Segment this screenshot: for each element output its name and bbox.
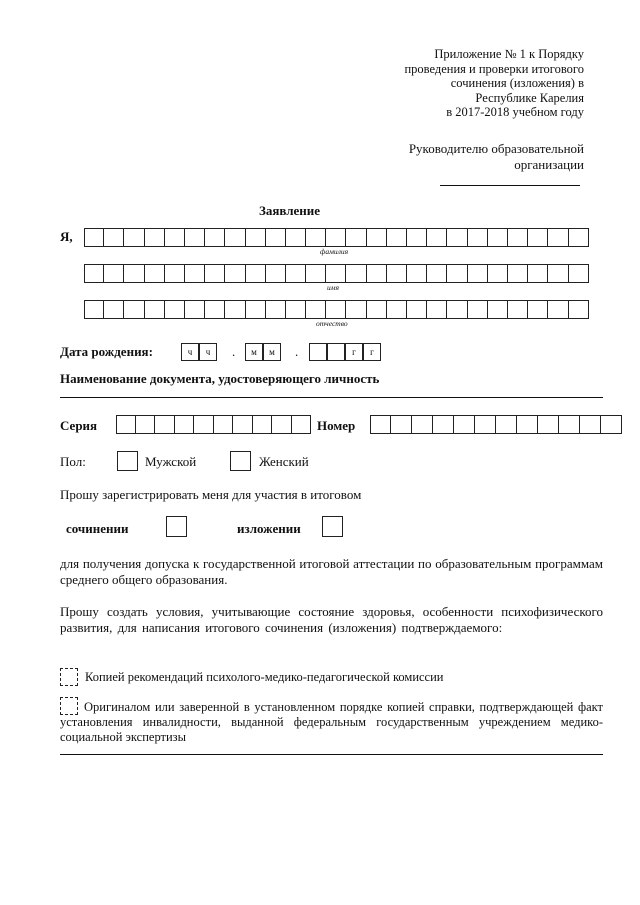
patronymic-letter-cell[interactable] xyxy=(266,300,286,319)
name-letter-cell[interactable] xyxy=(528,264,548,283)
patronymic-letter-cell[interactable] xyxy=(326,300,346,319)
surname-letter-cell[interactable] xyxy=(225,228,245,247)
series-label: Серия xyxy=(60,418,98,433)
birth-year-cell[interactable] xyxy=(327,343,345,361)
appendix-header xyxy=(404,47,584,120)
name-letter-cell[interactable] xyxy=(266,264,286,283)
surname-letter-cell[interactable] xyxy=(326,228,346,247)
surname-letter-cell[interactable] xyxy=(266,228,286,247)
surname-letter-cell[interactable] xyxy=(104,228,124,247)
name-letter-cell[interactable] xyxy=(165,264,185,283)
surname-letter-cell[interactable] xyxy=(145,228,165,247)
surname-letter-cell[interactable] xyxy=(367,228,387,247)
series-digit-cell[interactable] xyxy=(116,415,136,434)
patronymic-letter-cell[interactable] xyxy=(246,300,266,319)
patronymic-letter-cell[interactable] xyxy=(548,300,568,319)
patronymic-letter-cell[interactable] xyxy=(387,300,407,319)
name-letter-cell[interactable] xyxy=(569,264,589,283)
gender-female-label: Женский xyxy=(259,454,309,469)
surname-letter-cell[interactable] xyxy=(185,228,205,247)
number-digit-cell[interactable] xyxy=(454,415,475,434)
surname-letter-cell[interactable] xyxy=(205,228,225,247)
surname-letter-cell[interactable] xyxy=(84,228,104,247)
birth-month-cell[interactable]: м xyxy=(245,343,263,361)
birth-month-cell[interactable]: м xyxy=(263,343,281,361)
patronymic-letter-cell[interactable] xyxy=(145,300,165,319)
exposition-checkbox[interactable] xyxy=(322,516,343,537)
name-letter-cell[interactable] xyxy=(205,264,225,283)
birth-year-cell[interactable]: г xyxy=(363,343,381,361)
essay-checkbox[interactable] xyxy=(166,516,187,537)
surname-letter-cell[interactable] xyxy=(508,228,528,247)
gender-male-checkbox[interactable] xyxy=(117,451,138,471)
surname-letter-cell[interactable] xyxy=(528,228,548,247)
option2-label: Оригиналом или заверенной в установленном порядке копией справки, подтверждающей факт установления инвалидности, выданной федеральным государственным учреждением медико-социальной экспертизы xyxy=(60,700,603,744)
option2-underline xyxy=(60,754,603,755)
surname-letter-cell[interactable] xyxy=(165,228,185,247)
number-digit-cell[interactable] xyxy=(580,415,601,434)
surname-cells[interactable] xyxy=(84,228,589,247)
surname-letter-cell[interactable] xyxy=(286,228,306,247)
name-letter-cell[interactable] xyxy=(468,264,488,283)
surname-letter-cell[interactable] xyxy=(346,228,366,247)
patronymic-letter-cell[interactable] xyxy=(104,300,124,319)
number-digit-cell[interactable] xyxy=(559,415,580,434)
number-label: Номер xyxy=(317,418,356,433)
surname-letter-cell[interactable] xyxy=(427,228,447,247)
name-letter-cell[interactable] xyxy=(548,264,568,283)
surname-letter-cell[interactable] xyxy=(468,228,488,247)
name-caption: имя xyxy=(327,283,340,292)
patronymic-letter-cell[interactable] xyxy=(185,300,205,319)
patronymic-letter-cell[interactable] xyxy=(569,300,589,319)
number-digit-cell[interactable] xyxy=(391,415,412,434)
name-letter-cell[interactable] xyxy=(346,264,366,283)
patronymic-letter-cell[interactable] xyxy=(468,300,488,319)
patronymic-letter-cell[interactable] xyxy=(205,300,225,319)
patronymic-letter-cell[interactable] xyxy=(367,300,387,319)
birth-day-cell[interactable]: ч xyxy=(181,343,199,361)
gender-label: Пол: xyxy=(60,454,86,469)
birth-year-cell[interactable]: г xyxy=(345,343,363,361)
number-digit-cell[interactable] xyxy=(370,415,391,434)
patronymic-letter-cell[interactable] xyxy=(165,300,185,319)
name-letter-cell[interactable] xyxy=(124,264,144,283)
header-line: в 2017-2018 учебном году xyxy=(446,105,584,119)
number-digit-cell[interactable] xyxy=(496,415,517,434)
identity-document-line[interactable] xyxy=(60,397,603,398)
gender-female-checkbox[interactable] xyxy=(230,451,251,471)
series-digit-cell[interactable] xyxy=(155,415,175,434)
surname-letter-cell[interactable] xyxy=(246,228,266,247)
header-line: сочинения (изложения) в xyxy=(450,76,584,90)
name-letter-cell[interactable] xyxy=(407,264,427,283)
date-separator: . xyxy=(232,344,236,359)
number-cells[interactable] xyxy=(370,415,622,434)
series-digit-cell[interactable] xyxy=(136,415,156,434)
option1-checkbox[interactable] xyxy=(60,668,78,686)
patronymic-letter-cell[interactable] xyxy=(488,300,508,319)
header-line: Приложение № 1 к Порядку xyxy=(434,47,584,61)
patronymic-letter-cell[interactable] xyxy=(427,300,447,319)
number-digit-cell[interactable] xyxy=(517,415,538,434)
number-digit-cell[interactable] xyxy=(601,415,622,434)
series-digit-cell[interactable] xyxy=(292,415,312,434)
name-letter-cell[interactable] xyxy=(306,264,326,283)
series-cells[interactable] xyxy=(116,415,311,434)
name-letter-cell[interactable] xyxy=(185,264,205,283)
header-line: Республике Карелия xyxy=(475,90,584,105)
series-digit-cell[interactable] xyxy=(194,415,214,434)
patronymic-letter-cell[interactable] xyxy=(124,300,144,319)
patronymic-letter-cell[interactable] xyxy=(306,300,326,319)
birth-day-cell[interactable]: ч xyxy=(199,343,217,361)
name-letter-cell[interactable] xyxy=(447,264,467,283)
surname-letter-cell[interactable] xyxy=(124,228,144,247)
conditions-paragraph: Прошу создать условия, учитывающие состояние здоровья, особенности психофизического развития, для написания итогового сочинения (изложения) подтверждаемого: xyxy=(60,604,603,635)
patronymic-letter-cell[interactable] xyxy=(286,300,306,319)
birth-year-cell[interactable] xyxy=(309,343,327,361)
name-letter-cell[interactable] xyxy=(367,264,387,283)
surname-caption: фамилия xyxy=(320,247,349,256)
register-text: Прошу зарегистрировать меня для участия в итоговом xyxy=(60,487,362,502)
surname-letter-cell[interactable] xyxy=(548,228,568,247)
surname-letter-cell[interactable] xyxy=(447,228,467,247)
patronymic-caption: отчество xyxy=(316,319,348,328)
name-letter-cell[interactable] xyxy=(225,264,245,283)
name-letter-cell[interactable] xyxy=(145,264,165,283)
surname-letter-cell[interactable] xyxy=(569,228,589,247)
admission-paragraph: для получения допуска к государственной итоговой аттестации по образовательным программам среднего общего образования. xyxy=(60,556,603,587)
number-digit-cell[interactable] xyxy=(412,415,433,434)
essay-label: сочинении xyxy=(66,521,129,536)
name-letter-cell[interactable] xyxy=(427,264,447,283)
patronymic-letter-cell[interactable] xyxy=(528,300,548,319)
patronymic-letter-cell[interactable] xyxy=(84,300,104,319)
patronymic-cells[interactable] xyxy=(84,300,589,319)
name-letter-cell[interactable] xyxy=(387,264,407,283)
gender-male-label: Мужской xyxy=(145,454,197,469)
series-digit-cell[interactable] xyxy=(272,415,292,434)
exposition-label: изложении xyxy=(237,521,301,536)
birth-date-label: Дата рождения: xyxy=(60,344,153,359)
patronymic-letter-cell[interactable] xyxy=(447,300,467,319)
patronymic-letter-cell[interactable] xyxy=(225,300,245,319)
addressee-signature-line[interactable] xyxy=(440,185,580,186)
option1-label: Копией рекомендаций психолого-медико-педагогической комиссии xyxy=(85,670,444,684)
name-letter-cell[interactable] xyxy=(84,264,104,283)
series-digit-cell[interactable] xyxy=(253,415,273,434)
name-letter-cell[interactable] xyxy=(246,264,266,283)
name-letter-cell[interactable] xyxy=(286,264,306,283)
header-line: проведения и проверки итогового xyxy=(404,61,584,76)
series-digit-cell[interactable] xyxy=(233,415,253,434)
surname-letter-cell[interactable] xyxy=(407,228,427,247)
addressee-line: Руководителю образовательной xyxy=(408,141,584,156)
series-digit-cell[interactable] xyxy=(175,415,195,434)
patronymic-letter-cell[interactable] xyxy=(508,300,528,319)
surname-letter-cell[interactable] xyxy=(387,228,407,247)
name-letter-cell[interactable] xyxy=(104,264,124,283)
surname-letter-cell[interactable] xyxy=(306,228,326,247)
addressee-line: организации xyxy=(514,157,584,172)
name-prefix: Я, xyxy=(60,229,73,244)
number-digit-cell[interactable] xyxy=(475,415,496,434)
number-digit-cell[interactable] xyxy=(538,415,559,434)
identity-document-label: Наименование документа, удостоверяющего личность xyxy=(60,371,380,386)
series-digit-cell[interactable] xyxy=(214,415,234,434)
name-letter-cell[interactable] xyxy=(488,264,508,283)
name-letter-cell[interactable] xyxy=(508,264,528,283)
surname-letter-cell[interactable] xyxy=(488,228,508,247)
patronymic-letter-cell[interactable] xyxy=(407,300,427,319)
number-digit-cell[interactable] xyxy=(433,415,454,434)
date-separator: . xyxy=(295,344,299,359)
document-title: Заявление xyxy=(259,203,321,218)
patronymic-letter-cell[interactable] xyxy=(346,300,366,319)
addressee xyxy=(409,141,584,173)
name-letter-cell[interactable] xyxy=(326,264,346,283)
name-cells[interactable] xyxy=(84,264,589,283)
